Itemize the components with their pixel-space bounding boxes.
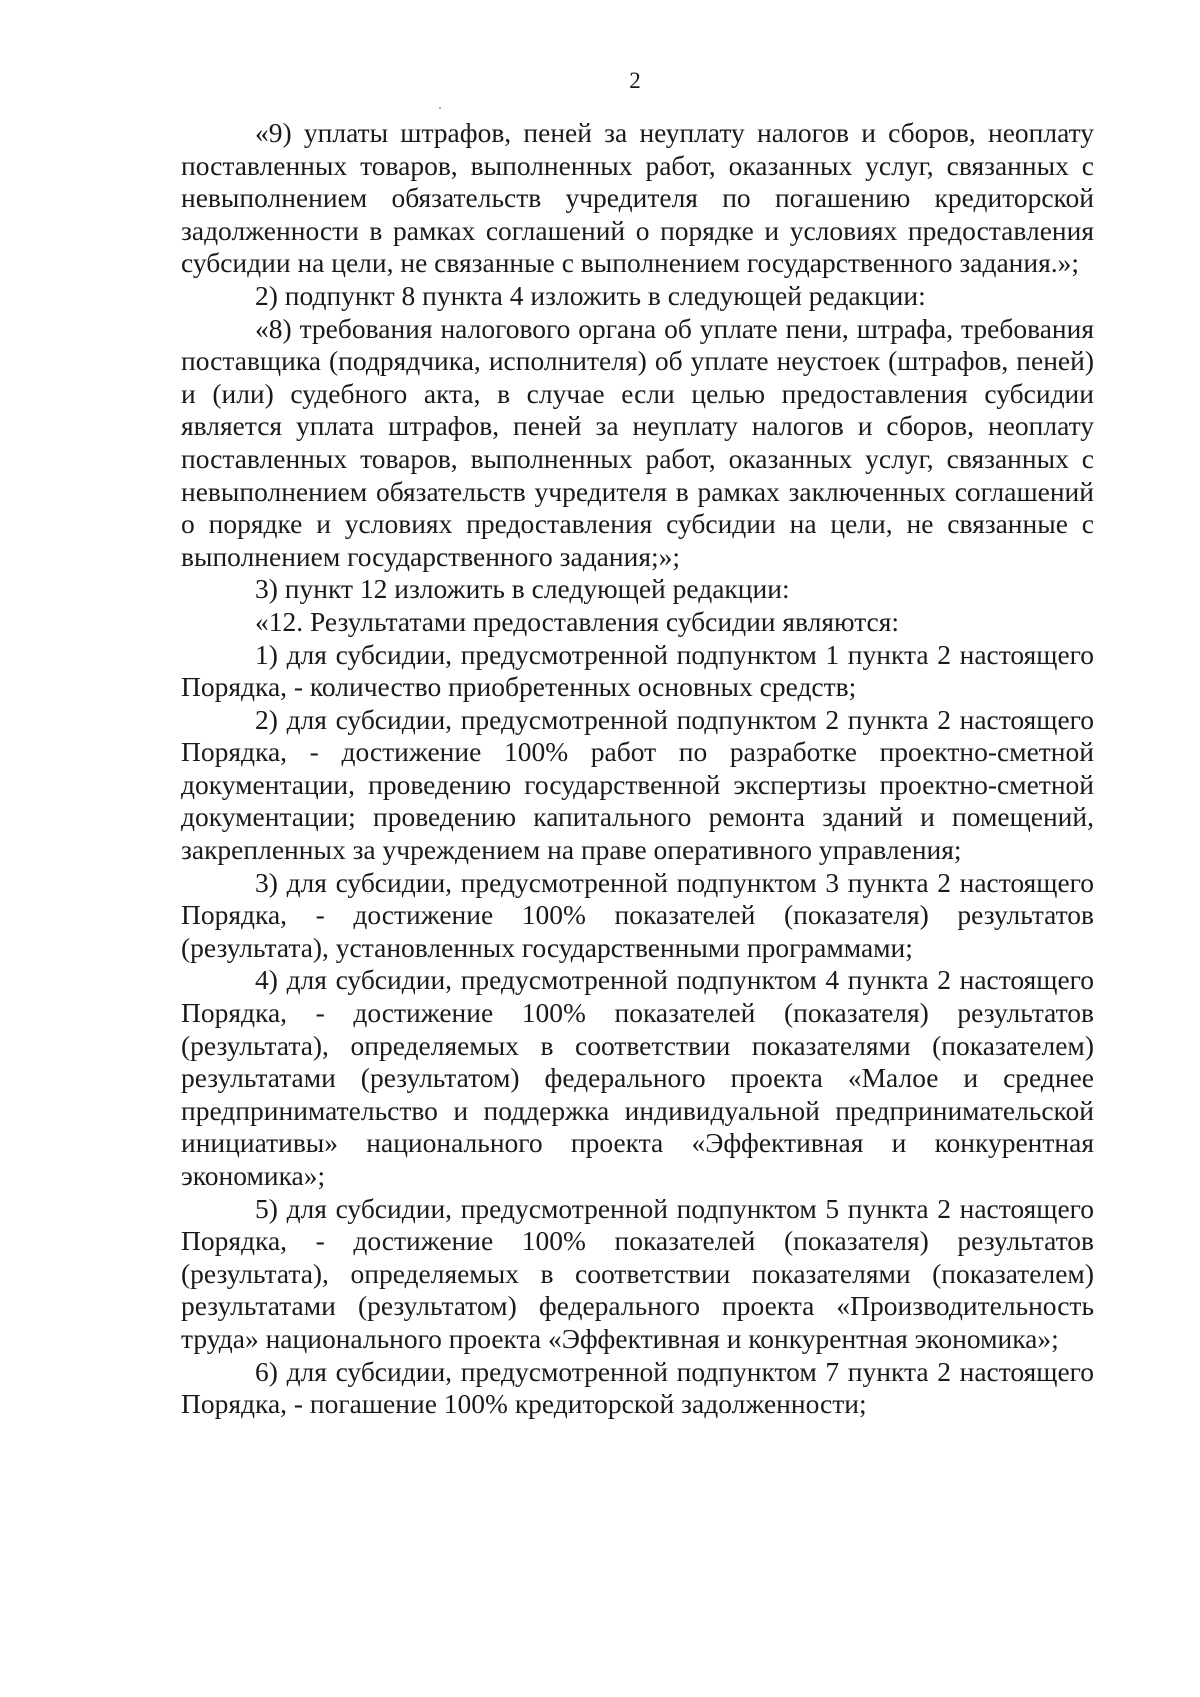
paragraph-item-8-text: «8) требования налогового органа об уплате пени, штрафа, требования поставщика (подрядчика, исполнителя) об уплате неустоек (штрафов, пеней) и (или) судебного акта, в случае если целью предоставления субсидии является уплата штрафов, пеней за неуплату налогов и сборов, неоплату поставленных товаров, выполненных работ, оказанных услуг, связанных с невыполнением обязательств учредителя в рамках заключенных соглашений о порядке и условиях предоставления субсидии на цели, не связанные с выполнением государственного задания;»;: [181, 312, 1094, 572]
paragraph-result-2: 2) для субсидии, предусмотренной подпунктом 2 пункта 2 настоящего Порядка, - достижение 100% работ по разработке проектно-сметной документации, проведению государственной экспертизы проектно-сметной документации; проведению капитального ремонта зданий и помещений, закрепленных за учреждением на праве оперативного управления;: [181, 703, 1094, 866]
page-number: 2: [629, 68, 641, 93]
paragraph-item-9-text: «9) уплаты штрафов, пеней за неуплату налогов и сборов, неоплату поставленных товаров, выполненных работ, оказанных услуг, связанных с невыполнением обязательств учредителя по погашению кредиторской задолженности в рамках соглашений о порядке и условиях предоставления субсидии на цели, не связанные с выполнением государственного задания.»;: [181, 117, 1094, 279]
paragraph-amend-subpoint-8: 2) подпункт 8 пункта 4 изложить в следующей редакции:: [255, 279, 926, 311]
paragraph-result-6: 6) для субсидии, предусмотренной подпунктом 7 пункта 2 настоящего Порядка, - погашение 100% кредиторской задолженности;: [181, 1355, 1094, 1420]
document-body: [181, 117, 1094, 1421]
paragraph-result-5: 5) для субсидии, предусмотренной подпунктом 5 пункта 2 настоящего Порядка, - достижение 100% показателей (показателя) результатов (результата), определяемых в соответствии показателями (показателем) результатами (результатом) федерального проекта «Производительность труда» национального проекта «Эффективная и конкурентная экономика»;: [181, 1192, 1094, 1354]
paragraph-amend-point-12: 3) пункт 12 изложить в следующей редакции:: [255, 573, 790, 605]
paragraph-result-3: 3) для субсидии, предусмотренной подпунктом 3 пункта 2 настоящего Порядка, - достижение 100% показателей (показателя) результатов (результата), установленных государственными программами;: [181, 866, 1094, 963]
paragraph-result-4: 4) для субсидии, предусмотренной подпунктом 4 пункта 2 настоящего Порядка, - достижение 100% показателей (показателя) результатов (результата), определяемых в соответствии показателями (показателем) результатами (результатом) федерального проекта «Малое и среднее предпринимательство и поддержка индивидуальной предпринимательской инициативы» национального проекта «Эффективная и конкурентная экономика»;: [181, 964, 1094, 1191]
paragraph-result-1: 1) для субсидии, предусмотренной подпунктом 1 пункта 2 настоящего Порядка, - количество приобретенных основных средств;: [181, 638, 1094, 703]
scan-speck: [439, 107, 441, 109]
paragraph-point-12-heading: «12. Результатами предоставления субсидии являются:: [255, 605, 900, 637]
